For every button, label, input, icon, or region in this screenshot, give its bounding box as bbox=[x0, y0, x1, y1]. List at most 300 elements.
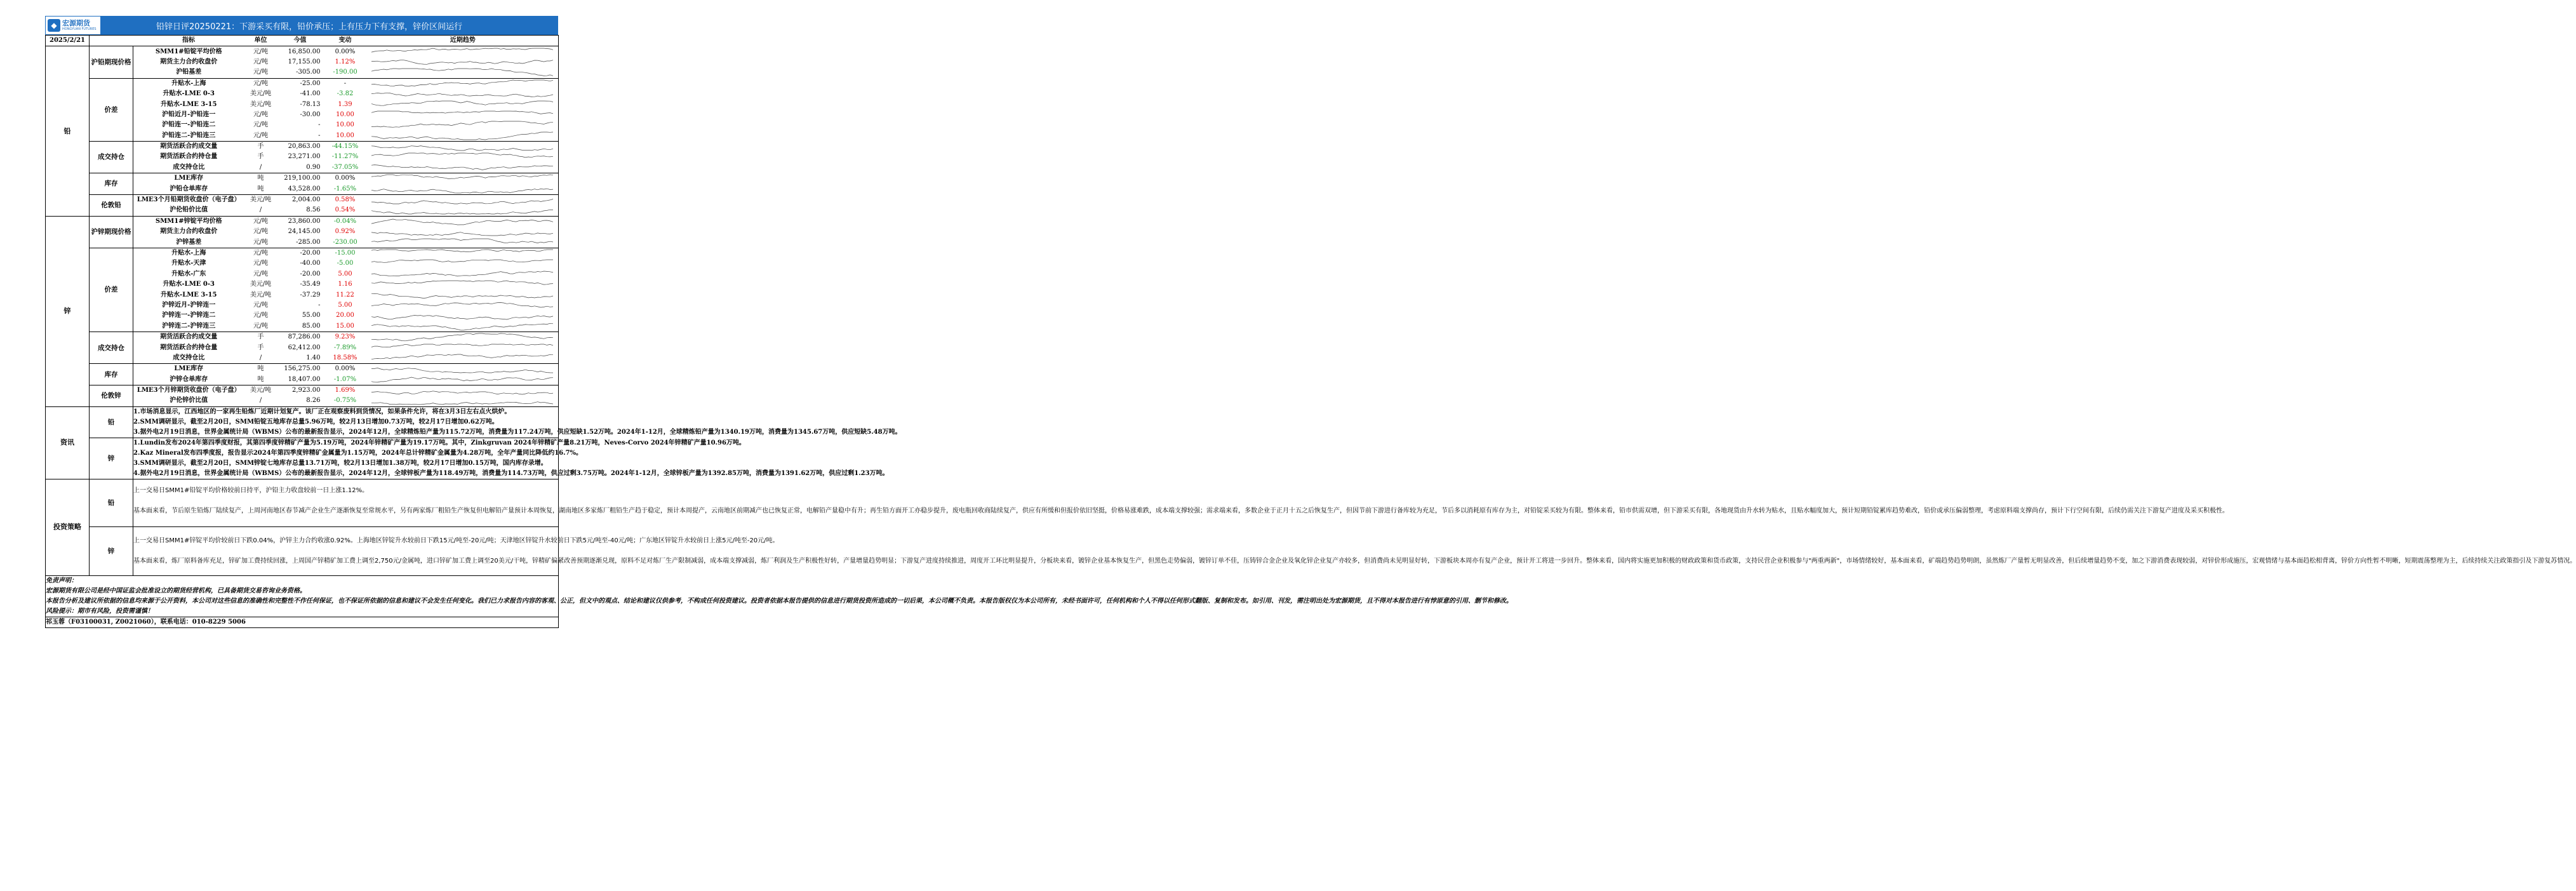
sparkline-graphic bbox=[368, 269, 556, 279]
indicator-name: 沪伦铅价比值 bbox=[133, 205, 244, 216]
unit-cell: 吨 bbox=[244, 375, 277, 385]
change-cell: -5.00 bbox=[337, 260, 354, 267]
trend-sparkline bbox=[368, 279, 559, 290]
strategy-lead-para: 上一交易日SMM1#铅锭平均价格较前日持平，沪铅主力收盘较前一日上涨1.12%。 bbox=[133, 486, 369, 494]
trend-sparkline bbox=[368, 205, 559, 216]
trend-sparkline bbox=[368, 375, 559, 385]
indicator-name: 升贴水-LME 0-3 bbox=[163, 90, 215, 98]
sparkline-graphic bbox=[368, 163, 556, 173]
change-cell: -0.75% bbox=[323, 396, 368, 406]
trend-sparkline bbox=[368, 332, 559, 342]
unit-cell: / bbox=[244, 353, 277, 364]
sparkline-graphic bbox=[368, 205, 556, 215]
news-lead-item: 1.市场消息显示，江西地区的一家再生铅炼厂近期计划复产。该厂正在观察废料到货情况，如果条件允许，将在3月3日左右点火烘炉。 bbox=[133, 408, 511, 415]
change-cell: 11.22 bbox=[336, 291, 354, 298]
disclaimer-line: 宏源期货有限公司是经中国证监会批准设立的期货经营机构，已具备期货交易咨询业务资格。 bbox=[46, 587, 306, 594]
sparkline-line bbox=[371, 219, 553, 225]
unit-cell: 元/吨 bbox=[253, 48, 269, 55]
sparkline-graphic bbox=[368, 321, 556, 332]
sparkline-line bbox=[371, 250, 553, 252]
strategy-zinc-para: 上一交易日SMM1#锌锭平均价较前日下跌0.04%，沪锌主力合约收涨0.92%。上海地区锌锭升水较前日下跌15元/吨至-20元/吨；天津地区锌锭升水较前日下跌5元/吨至-40元/吨；广东地区锌锭升水较前日上涨5元/吨至-20元/吨。 bbox=[133, 537, 779, 544]
sparkline-graphic bbox=[368, 67, 556, 77]
sparkline-line bbox=[371, 121, 553, 127]
indicator-name: 沪铅近月-沪铅连一 bbox=[162, 111, 216, 118]
value-cell: 43,528.00 bbox=[277, 184, 323, 194]
indicator-name: 成交持仓比 bbox=[133, 353, 244, 364]
trend-sparkline bbox=[368, 78, 559, 89]
indicator-name: 升贴水-LME 3-15 bbox=[161, 100, 217, 108]
indicator-name: 期货主力合约收盘价 bbox=[160, 228, 218, 236]
unit-cell: 美元/吨 bbox=[250, 281, 272, 288]
sparkline-graphic bbox=[368, 396, 556, 406]
sparkline-line bbox=[371, 111, 553, 114]
value-cell: - bbox=[318, 301, 321, 309]
table-row bbox=[46, 364, 559, 375]
value-cell: - bbox=[318, 121, 321, 129]
analyst-contact: 祁玉蓉（F03100031, Z0021060），联系电话：010-8229 5006 bbox=[46, 618, 246, 626]
trend-sparkline bbox=[368, 300, 559, 311]
trend-sparkline bbox=[368, 248, 559, 258]
header-unit: 单位 bbox=[244, 36, 277, 46]
disclaimer bbox=[46, 575, 1512, 617]
trend-sparkline bbox=[368, 194, 559, 205]
table-row bbox=[46, 248, 559, 258]
indicator-name: 沪锌近月-沪锌连一 bbox=[162, 301, 216, 309]
unit-cell: 元/吨 bbox=[253, 121, 269, 129]
value-cell: 23,271.00 bbox=[288, 153, 321, 161]
logo-mark-icon: ◆ bbox=[48, 19, 60, 32]
sparkline-graphic bbox=[368, 142, 556, 152]
indicator-name: LME库存 bbox=[174, 175, 204, 182]
change-cell: -37.05% bbox=[323, 163, 368, 173]
sparkline-line bbox=[371, 377, 553, 382]
sparkline-line bbox=[371, 271, 553, 276]
indicator-name: 期货活跃合约成交量 bbox=[160, 143, 218, 151]
trend-sparkline bbox=[368, 311, 559, 321]
unit-cell: / bbox=[244, 205, 277, 216]
unit-cell: 元/吨 bbox=[253, 111, 269, 118]
change-cell: -1.07% bbox=[323, 375, 368, 385]
group-label: 成交持仓 bbox=[90, 141, 133, 173]
trend-sparkline bbox=[368, 89, 559, 99]
change-cell: -190.00 bbox=[323, 67, 368, 78]
report-page bbox=[45, 16, 2576, 628]
value-cell: - bbox=[277, 131, 323, 142]
info-table bbox=[45, 407, 2576, 628]
sparkline-line bbox=[371, 402, 553, 405]
disclaimer-line: 本报告分析及建议所依据的信息均来源于公开资料，本公司对这些信息的准确性和完整性不作任何保证，也不保证所依据的信息和建议不会发生任何变化。我们已力求报告内容的客观、公正，但文中的观点、结论和建议仅供参考，不构成任何投资建议。投资者依据本报告提供的信息进行期货投资所造成的一切后果，本公司概不负责。本报告版权仅为本公司所有，未经书面许可，任何机构和个人不得以任何形式翻版、复制和发布。如引用、刊发，需注明出处为宏源期货，且不得对本报告进行有悖原意的引用、删节和修改。 bbox=[46, 597, 1512, 605]
strategy-label: 投资策略 bbox=[46, 479, 90, 575]
change-cell: -0.04% bbox=[333, 217, 357, 225]
value-cell: -25.00 bbox=[300, 79, 321, 87]
change-cell: 0.58% bbox=[335, 196, 356, 204]
change-cell: 20.00 bbox=[336, 312, 354, 319]
trend-sparkline bbox=[368, 290, 559, 300]
table-row bbox=[46, 385, 559, 396]
unit-cell: 吨 bbox=[257, 175, 264, 182]
sparkline-graphic bbox=[368, 353, 556, 363]
trend-sparkline bbox=[368, 216, 559, 227]
table-row bbox=[46, 46, 559, 57]
group-label: 库存 bbox=[90, 173, 133, 195]
sparkline-line bbox=[371, 153, 553, 157]
header-change: 变动 bbox=[323, 36, 368, 46]
logo-name-en: HONGYUAN FUTURES bbox=[62, 27, 97, 31]
group-label: 价差 bbox=[90, 248, 133, 332]
value-cell: -35.49 bbox=[300, 281, 321, 288]
value-cell: -285.00 bbox=[277, 237, 323, 248]
indicator-name: 沪锌连一-沪锌连二 bbox=[162, 312, 216, 319]
group-label: 价差 bbox=[90, 78, 133, 141]
unit-cell: / bbox=[244, 396, 277, 406]
table-header-row bbox=[46, 36, 559, 46]
indicator-name: 升贴水-上海 bbox=[171, 250, 206, 257]
value-cell: -30.00 bbox=[300, 111, 321, 118]
report-date: 2025/2/21 bbox=[46, 36, 90, 46]
sparkline-line bbox=[371, 239, 553, 243]
change-cell: -3.82 bbox=[337, 90, 354, 98]
value-cell: 62,412.00 bbox=[288, 344, 321, 351]
change-cell: 15.00 bbox=[323, 321, 368, 332]
indicator-name: 沪铅连一-沪铅连二 bbox=[162, 121, 216, 129]
trend-sparkline bbox=[368, 152, 559, 162]
sparkline-graphic bbox=[368, 217, 556, 227]
unit-cell: 美元/吨 bbox=[250, 387, 272, 394]
sparkline-graphic bbox=[368, 184, 556, 194]
indicator-name: SMM1#铅锭平均价格 bbox=[155, 48, 222, 55]
change-cell: 10.00 bbox=[336, 111, 354, 118]
group-label: 沪铅期现价格 bbox=[90, 46, 133, 78]
news-zinc-item: 3.SMM调研显示，截至2月20日，SMM锌锭七地库存总量13.71万吨，较2月13日增加1.38万吨，较2月17日增加0.15万吨，国内库存录增。 bbox=[133, 459, 547, 467]
table-row bbox=[46, 194, 559, 205]
sparkline-graphic bbox=[368, 120, 556, 130]
sparkline-graphic bbox=[368, 89, 556, 99]
sparkline-line bbox=[371, 48, 553, 52]
sparkline-graphic bbox=[368, 152, 556, 162]
trend-sparkline bbox=[368, 321, 559, 332]
strategy-spacer bbox=[133, 496, 558, 506]
change-cell: 1.69% bbox=[335, 387, 356, 394]
unit-cell: 元/吨 bbox=[253, 312, 269, 319]
trend-sparkline bbox=[368, 46, 559, 57]
sparkline-graphic bbox=[368, 173, 556, 184]
change-cell: 1.16 bbox=[338, 281, 352, 288]
section-label: 铅 bbox=[46, 46, 90, 216]
sparkline-graphic bbox=[368, 364, 556, 374]
sparkline-graphic bbox=[368, 343, 556, 353]
sparkline-graphic bbox=[368, 290, 556, 300]
unit-cell: 吨 bbox=[257, 365, 264, 373]
sparkline-line bbox=[371, 199, 553, 204]
group-label: 伦敦锌 bbox=[90, 385, 133, 406]
sparkline-graphic bbox=[368, 131, 556, 141]
trend-sparkline bbox=[368, 173, 559, 184]
sparkline-graphic bbox=[368, 375, 556, 385]
sparkline-line bbox=[371, 164, 553, 170]
company-logo bbox=[46, 17, 100, 34]
change-cell: 18.58% bbox=[323, 353, 368, 364]
sparkline-graphic bbox=[368, 57, 556, 67]
trend-sparkline bbox=[368, 342, 559, 352]
value-cell: 8.26 bbox=[277, 396, 323, 406]
news-zinc-item: 2.Kaz Mineral发布四季度报，报告显示2024年第四季度锌精矿金属量为1.15万吨，2024年总计锌精矿金属量为4.28万吨，全年产量同比降低约16.7%。 bbox=[133, 449, 583, 457]
sparkline-line bbox=[371, 189, 553, 193]
trend-sparkline bbox=[368, 385, 559, 396]
value-cell: 24,145.00 bbox=[288, 228, 321, 236]
trend-sparkline bbox=[368, 396, 559, 406]
unit-cell: 元/吨 bbox=[244, 321, 277, 332]
unit-cell: 元/吨 bbox=[253, 228, 269, 236]
sparkline-graphic bbox=[368, 248, 556, 258]
table-row bbox=[46, 173, 559, 184]
unit-cell: 手 bbox=[257, 344, 264, 351]
unit-cell: 元/吨 bbox=[253, 301, 269, 309]
indicator-name: 沪锌基差 bbox=[133, 237, 244, 248]
indicator-name: LME3个月铅期货收盘价（电子盘） bbox=[137, 196, 241, 204]
value-cell: -78.13 bbox=[300, 100, 321, 108]
sparkline-line bbox=[371, 333, 553, 341]
strategy-spacer bbox=[133, 546, 558, 556]
change-cell: 1.12% bbox=[335, 58, 356, 65]
trend-sparkline bbox=[368, 67, 559, 78]
change-cell: 10.00 bbox=[336, 121, 354, 129]
sparkline-line bbox=[371, 302, 553, 307]
unit-cell: 元/吨 bbox=[253, 79, 269, 87]
group-label: 伦敦铅 bbox=[90, 194, 133, 216]
news-lead-label: 铅 bbox=[90, 407, 133, 438]
sparkline-graphic bbox=[368, 311, 556, 321]
sparkline-line bbox=[371, 391, 553, 394]
sparkline-line bbox=[371, 80, 553, 86]
news-zinc bbox=[133, 438, 889, 479]
trend-sparkline bbox=[368, 131, 559, 142]
group-label: 库存 bbox=[90, 364, 133, 385]
trend-sparkline bbox=[368, 57, 559, 67]
trend-sparkline bbox=[368, 184, 559, 194]
report-banner bbox=[45, 16, 558, 35]
unit-cell: 吨 bbox=[244, 184, 277, 194]
sparkline-line bbox=[371, 175, 553, 179]
value-cell: 17,155.00 bbox=[288, 58, 321, 65]
change-cell: -11.27% bbox=[331, 153, 359, 161]
unit-cell: 美元/吨 bbox=[250, 291, 272, 298]
trend-sparkline bbox=[368, 227, 559, 237]
sparkline-line bbox=[371, 93, 553, 97]
sparkline-line bbox=[371, 323, 553, 330]
report-title: 铅锌日评20250221：下游采买有限，铅价承压；上有压力下有支撑，锌价区间运行 bbox=[156, 22, 463, 32]
unit-cell: 手 bbox=[257, 333, 264, 341]
indicator-name: 升贴水-上海 bbox=[171, 79, 206, 87]
change-cell: -230.00 bbox=[323, 237, 368, 248]
unit-cell: 元/吨 bbox=[244, 67, 277, 78]
unit-cell: 元/吨 bbox=[244, 131, 277, 142]
news-zinc-label: 锌 bbox=[90, 438, 133, 479]
indicator-name: 升贴水-天津 bbox=[171, 260, 206, 267]
news-zinc-item: 1.Lundin发布2024年第四季度财报，其第四季度锌精矿产量为5.19万吨，2024年锌精矿产量为19.17万吨。其中，Zinkgruvan 2024年锌精矿产量8.21万吨，Neves-Corvo 2024年锌精矿产量10.96万吨。 bbox=[133, 439, 745, 446]
news-lead bbox=[133, 407, 902, 438]
trend-sparkline bbox=[368, 110, 559, 120]
unit-cell: 美元/吨 bbox=[250, 196, 272, 204]
change-cell: 0.00% bbox=[335, 48, 356, 55]
change-cell: -44.15% bbox=[331, 143, 359, 151]
indicator-name: 期货活跃合约持仓量 bbox=[160, 153, 218, 161]
value-cell: -37.29 bbox=[300, 291, 321, 298]
strategy-lead-label: 铅 bbox=[90, 479, 133, 526]
change-cell: 1.39 bbox=[338, 100, 352, 108]
value-cell: 16,850.00 bbox=[288, 48, 321, 55]
sparkline-line bbox=[371, 232, 553, 236]
trend-sparkline bbox=[368, 258, 559, 269]
sparkline-line bbox=[371, 260, 553, 262]
logo-name-cn: 宏源期货 bbox=[62, 19, 90, 27]
sparkline-line bbox=[371, 316, 553, 320]
value-cell: 2,004.00 bbox=[291, 196, 321, 204]
sparkline-graphic bbox=[368, 227, 556, 237]
sparkline-graphic bbox=[368, 279, 556, 290]
value-cell: 23,860.00 bbox=[288, 217, 321, 225]
header-trend: 近期趋势 bbox=[368, 36, 559, 46]
group-label: 沪锌期现价格 bbox=[90, 216, 133, 248]
sparkline-line bbox=[371, 101, 553, 105]
sparkline-graphic bbox=[368, 47, 556, 57]
strategy-lead bbox=[133, 479, 2229, 526]
indicator-name: 沪铅仓单库存 bbox=[133, 184, 244, 194]
indicator-name: 成交持仓比 bbox=[133, 163, 244, 173]
table-row bbox=[46, 78, 559, 89]
change-cell: 9.23% bbox=[335, 333, 356, 341]
change-cell: 5.00 bbox=[338, 270, 352, 278]
trend-sparkline bbox=[368, 269, 559, 279]
value-cell: 1.40 bbox=[277, 353, 323, 364]
change-cell: -1.65% bbox=[323, 184, 368, 194]
value-cell: 55.00 bbox=[302, 312, 321, 319]
sparkline-line bbox=[371, 210, 553, 215]
indicator-name: SMM1#锌锭平均价格 bbox=[155, 217, 222, 225]
value-cell: 156,275.00 bbox=[284, 365, 321, 373]
indicator-table bbox=[45, 35, 559, 407]
value-cell: 0.90 bbox=[277, 163, 323, 173]
indicator-name: 沪伦锌价比值 bbox=[133, 396, 244, 406]
strategy-lead-para: 基本面来看，节后原生铅炼厂陆续复产，上周河南地区春节减产企业生产逐渐恢复至常规水平，另有两家炼厂粗铅生产恢复但电解铅产量预计本周恢复，湖南地区多家炼厂粗铅生产趋于稳定，预计本周提产，云南地区前期减产也已恢复正常，电解铅产量稳中有升；再生铅方面开工亦稳步提升，废电瓶回收商陆续复产，供应有所缓和但报价依旧坚挺，价格易涨难跌，成本端支撑较强；需求端来看，多数企业于正月十五之后恢复生产，但因节前下游进行备库较为充足，节后多以消耗原有库存为主，对铅锭采买较为有限。整体来看，铅市供需双增，但下游采买有限，各地现货由升水转为贴水，且贴水幅度加大，预计短期铅锭累库趋势难改，铅价或承压偏弱整理，考虑原料端支撑尚存，预计下行空间有限，后续仍需关注下游复产进度及采买积极性。 bbox=[133, 507, 2229, 514]
indicator-name: 升贴水-广东 bbox=[171, 270, 206, 278]
strategy-zinc-para: 基本面来看，炼厂原料备库充足，锌矿加工费持续回涨，上周国产锌精矿加工费上调至2,750元/金属吨，进口锌矿加工费上调至20美元/干吨，锌精矿偏紧改善预期逐渐兑现，原料不足对炼厂生产限制减弱，成本端支撑减弱，炼厂利润及生产积极性好转，产量增量趋势明显；下游复产进度持续推进，周度开工环比明显提升，分板块来看，镀锌企业基本恢复生产，但黑色走势偏弱，镀锌订单不佳，压铸锌合金企业及氧化锌企业复产亦较多，但消费尚未见明显好转，下游板块本周亦有复产企业，预计开工将进一步回升。整体来看，国内将实施更加积极的财政政策和货币政策，支持民营企业积极参与"两重两新"，市场情绪较好，基本面来看，矿端趋势趋势明朗，虽然炼厂产量暂无明显改善，但后续增量趋势不变，加之下游消费表现较弱，对锌价形成施压，宏观情绪与基本面趋松相背离，锌价方向性暂不明晰，短期震荡整理为主，后续持续关注政策指引及下游复苏情况。 bbox=[133, 557, 2576, 565]
news-zinc-item: 4.据外电2月19日消息，世界金属统计局（WBMS）公布的最新报告显示，2024年12月，全球锌板产量为118.49万吨，消费量为114.73万吨，供应过剩3.75万吨。2024年1-12月，全球锌板产量为1392.85万吨，消费量为1391.62万吨，供应过剩1.23万吨。 bbox=[133, 469, 889, 477]
value-cell: -20.00 bbox=[300, 270, 321, 278]
section-label: 锌 bbox=[46, 216, 90, 406]
sparkline-graphic bbox=[368, 238, 556, 248]
sparkline-graphic bbox=[368, 300, 556, 311]
sparkline-line bbox=[371, 132, 553, 140]
indicator-name: LME3个月锌期货收盘价（电子盘） bbox=[137, 387, 241, 394]
change-cell: -7.89% bbox=[333, 344, 357, 351]
sparkline-graphic bbox=[368, 258, 556, 269]
value-cell: 20,863.00 bbox=[288, 143, 321, 151]
indicator-name: 沪铅基差 bbox=[133, 67, 244, 78]
news-lead-item: 2.SMM调研显示，截至2月20日，SMM铅锭五地库存总量5.96万吨，较2月13日增加0.73万吨，较2月17日增加0.62万吨。 bbox=[133, 418, 498, 425]
sparkline-line bbox=[371, 368, 553, 373]
indicator-name: 期货活跃合约成交量 bbox=[160, 333, 218, 341]
change-cell: 0.00% bbox=[335, 175, 356, 182]
indicator-name: 沪锌连二-沪锌连三 bbox=[133, 321, 244, 332]
group-label: 成交持仓 bbox=[90, 332, 133, 363]
sparkline-graphic bbox=[368, 110, 556, 120]
sparkline-line bbox=[371, 344, 553, 347]
header-indicator: 指标 bbox=[133, 36, 244, 46]
value-cell: 8.56 bbox=[277, 205, 323, 216]
sparkline-line bbox=[371, 60, 553, 64]
value-cell: -20.00 bbox=[300, 250, 321, 257]
unit-cell: / bbox=[244, 163, 277, 173]
unit-cell: 元/吨 bbox=[253, 217, 269, 225]
unit-cell: 元/吨 bbox=[253, 250, 269, 257]
unit-cell: 手 bbox=[257, 153, 264, 161]
value-cell: 85.00 bbox=[277, 321, 323, 332]
sparkline-graphic bbox=[368, 332, 556, 342]
sparkline-graphic bbox=[368, 195, 556, 205]
value-cell: -41.00 bbox=[300, 90, 321, 98]
sparkline-line bbox=[371, 69, 553, 76]
trend-sparkline bbox=[368, 141, 559, 152]
news-lead-item: 3.据外电2月19日消息，世界金属统计局（WBMS）公布的最新报告显示，2024年12月，全球精炼铅产量为115.72万吨，消费量为117.24万吨，供应短缺1.52万吨。2024年1-12月，全球精炼铅产量为1340.19万吨，消费量为1345.67万吨，供应短缺5.48万吨。 bbox=[133, 428, 902, 436]
trend-sparkline bbox=[368, 99, 559, 109]
change-cell: 0.92% bbox=[335, 228, 356, 236]
unit-cell: 手 bbox=[257, 143, 264, 151]
sparkline-graphic bbox=[368, 385, 556, 396]
change-cell: -15.00 bbox=[335, 250, 356, 257]
unit-cell: 美元/吨 bbox=[250, 90, 272, 98]
indicator-name: 沪锌仓单库存 bbox=[133, 375, 244, 385]
trend-sparkline bbox=[368, 237, 559, 248]
change-cell: - bbox=[344, 79, 347, 87]
sparkline-graphic bbox=[368, 100, 556, 110]
header-value: 今值 bbox=[277, 36, 323, 46]
news-label: 资讯 bbox=[46, 407, 90, 479]
disclaimer-line: 风险提示：期市有风险，投资需谨慎！ bbox=[46, 607, 154, 615]
value-cell: 219,100.00 bbox=[284, 175, 321, 182]
value-cell: 2,923.00 bbox=[291, 387, 321, 394]
indicator-name: 升贴水-LME 3-15 bbox=[161, 291, 217, 298]
value-cell: -305.00 bbox=[277, 67, 323, 78]
sparkline-line bbox=[371, 281, 553, 285]
unit-cell: 元/吨 bbox=[253, 270, 269, 278]
sparkline-line bbox=[371, 354, 553, 359]
unit-cell: 元/吨 bbox=[244, 237, 277, 248]
strategy-zinc bbox=[133, 526, 2576, 575]
trend-sparkline bbox=[368, 364, 559, 375]
sparkline-line bbox=[371, 293, 553, 298]
indicator-name: LME库存 bbox=[174, 365, 204, 373]
indicator-name: 沪铅连二-沪铅连三 bbox=[133, 131, 244, 142]
table-row bbox=[46, 332, 559, 342]
disclaimer-title: 免责声明： bbox=[46, 577, 77, 584]
indicator-name: 期货主力合约收盘价 bbox=[160, 58, 218, 65]
unit-cell: 元/吨 bbox=[253, 260, 269, 267]
table-row bbox=[46, 216, 559, 227]
change-cell: 0.54% bbox=[323, 205, 368, 216]
value-cell: 18,407.00 bbox=[277, 375, 323, 385]
value-cell: -40.00 bbox=[300, 260, 321, 267]
table-row bbox=[46, 141, 559, 152]
sparkline-line bbox=[371, 146, 553, 151]
indicator-name: 升贴水-LME 0-3 bbox=[163, 281, 215, 288]
change-cell: 5.00 bbox=[338, 301, 352, 309]
change-cell: 10.00 bbox=[323, 131, 368, 142]
unit-cell: 元/吨 bbox=[253, 58, 269, 65]
change-cell: 0.00% bbox=[335, 365, 356, 373]
trend-sparkline bbox=[368, 163, 559, 173]
value-cell: 87,286.00 bbox=[288, 333, 321, 341]
sparkline-graphic bbox=[368, 79, 556, 89]
